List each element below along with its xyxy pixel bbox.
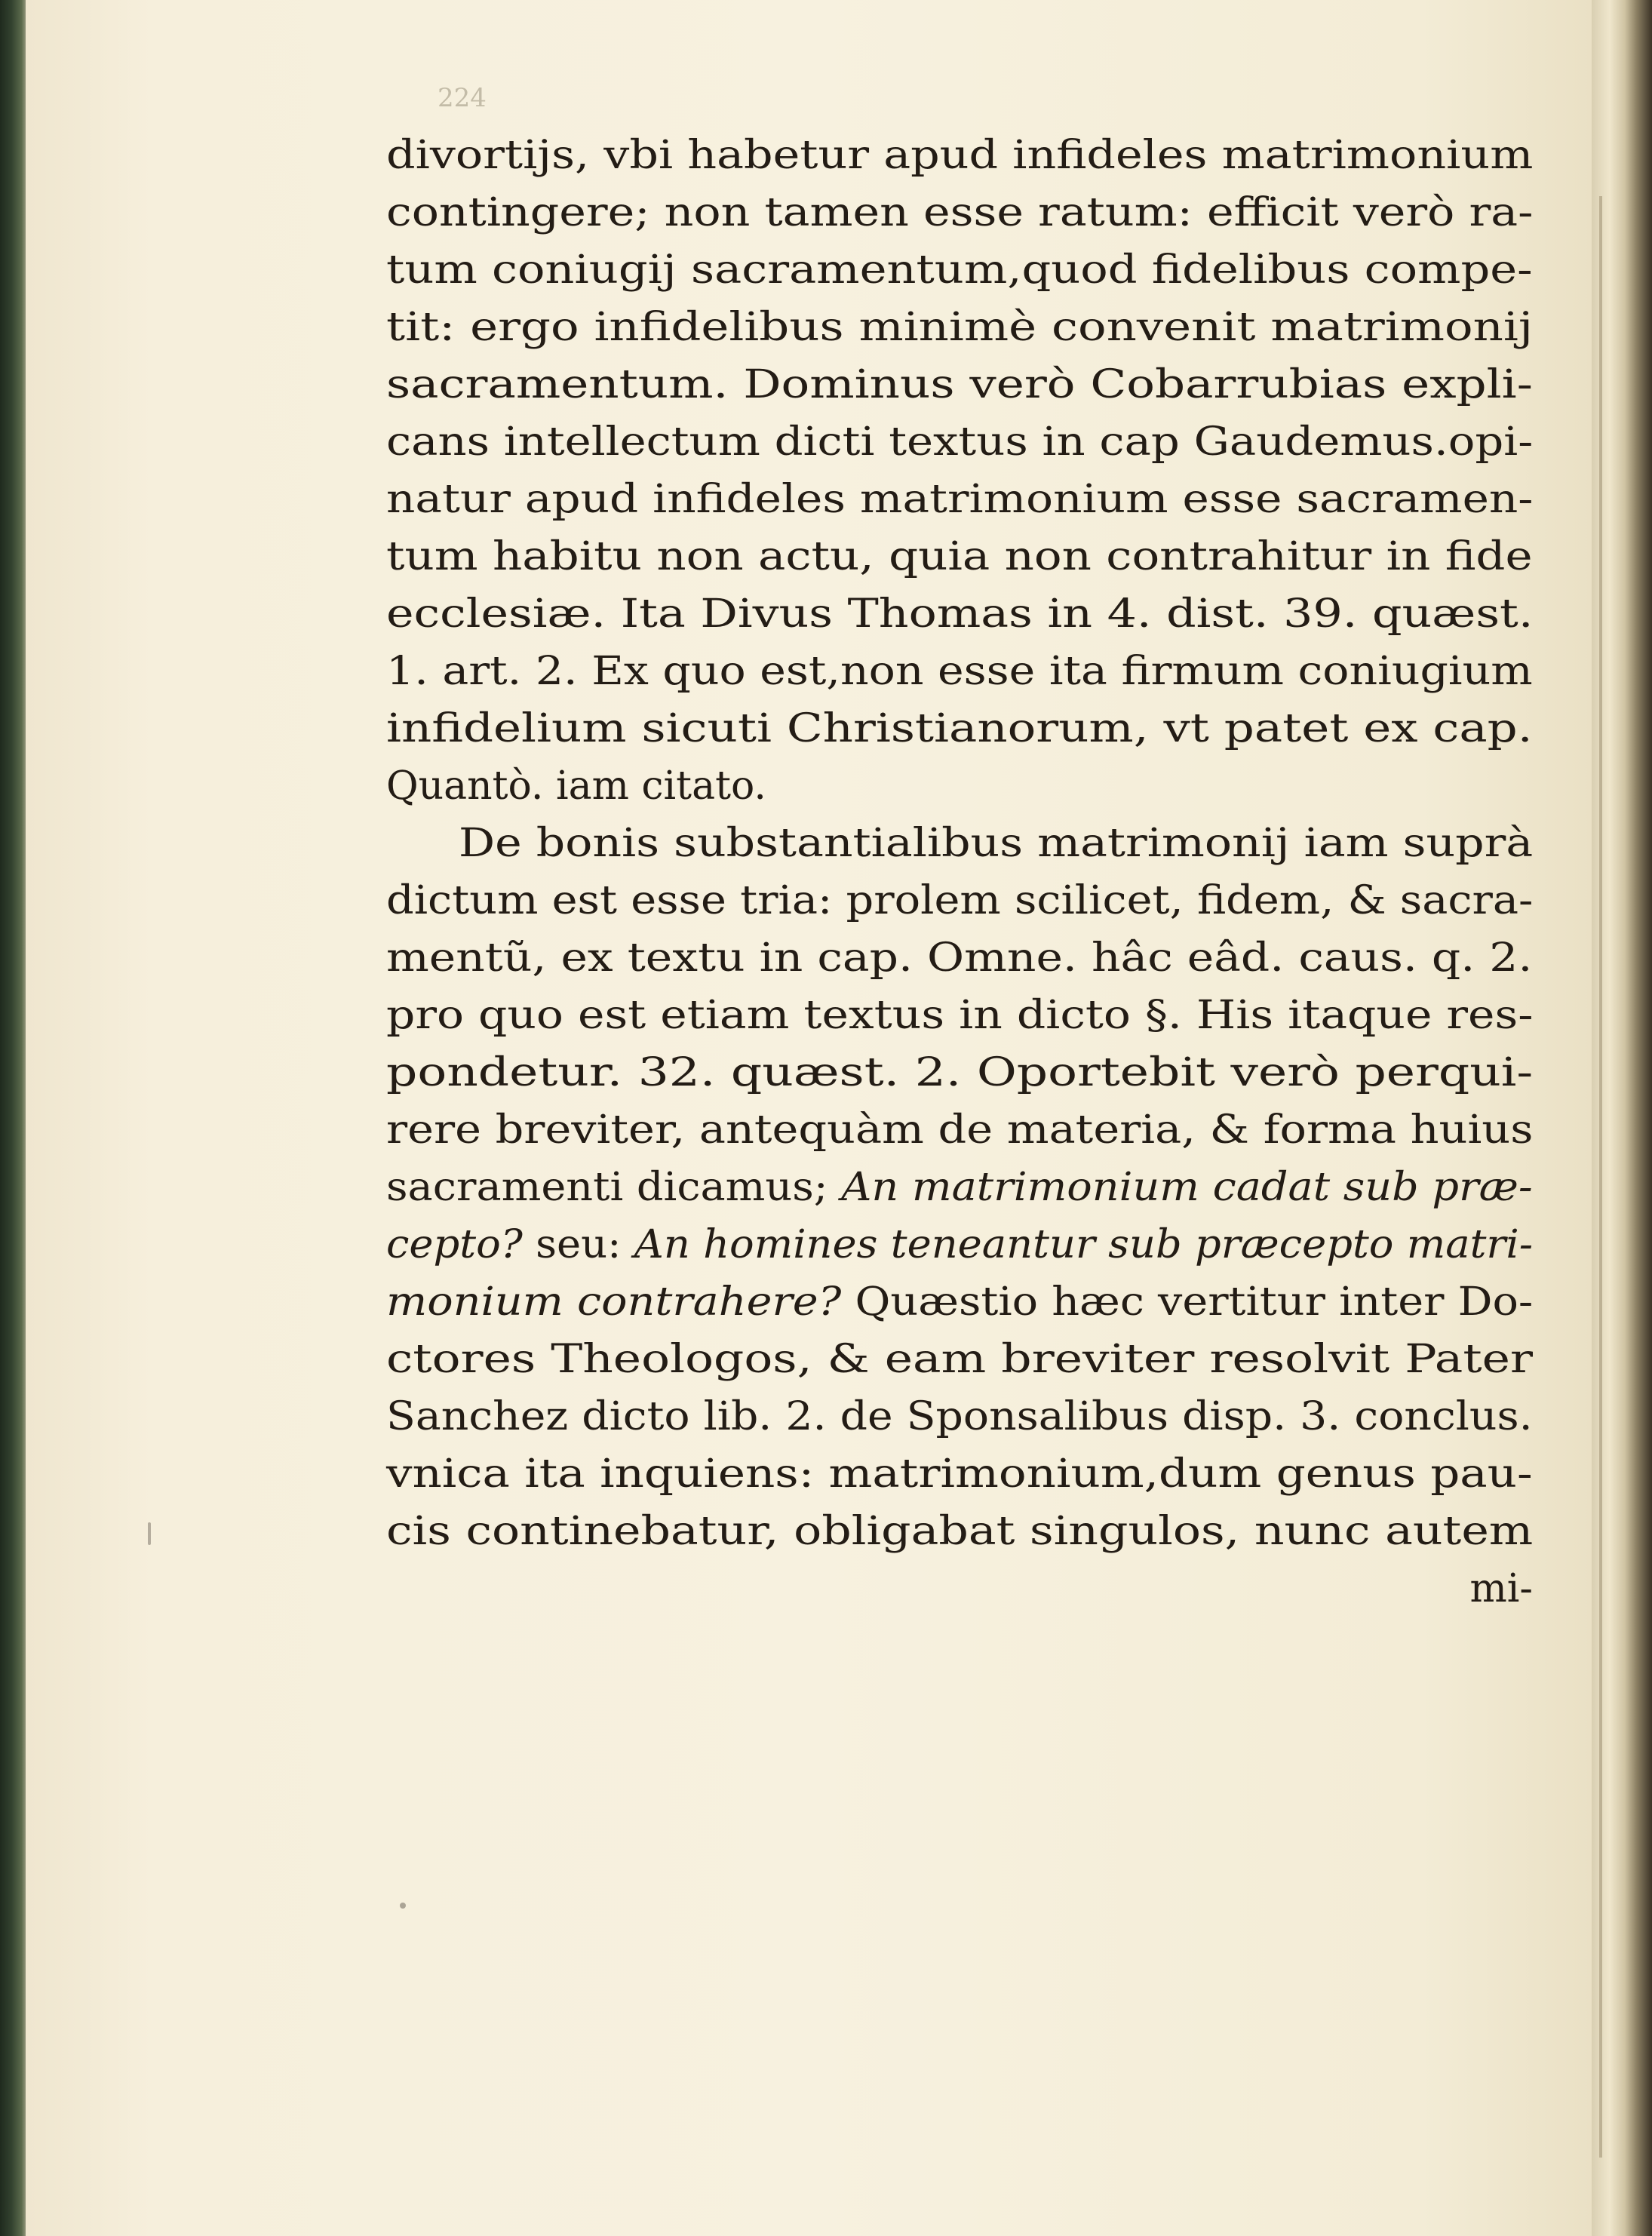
italic-text: An matrimonium cadat sub præ- (841, 1165, 1533, 1210)
catchword: mi- (1469, 1566, 1533, 1611)
roman-text: Quæstio hæc vertitur inter Do- (855, 1279, 1534, 1325)
text-line: tum coniugij sacramentum,quod fidelibus compe- (386, 247, 1533, 293)
roman-text: sacramenti dicamus; (386, 1165, 828, 1210)
text-line: pondetur. 32. quæst. 2. Oportebit verò perqui- (386, 1050, 1534, 1095)
text-line: natur apud infideles matrimonium esse sacramen- (386, 477, 1534, 522)
text-line-mixed (386, 1159, 1533, 1216)
text-line: cis continebatur, obligabat singulos, nunc autem (386, 1509, 1534, 1554)
text-line-mixed (386, 1216, 1533, 1273)
text-line: Quantò. iam citato. (386, 763, 766, 809)
text-line: contingere; non tamen esse ratum: efficit verò ra- (386, 190, 1534, 235)
roman-text: seu: (536, 1222, 622, 1267)
text-line: sacramentum. Dominus verò Cobarrubias expli- (386, 362, 1533, 407)
text-line: tum habitu non actu, quia non contrahitur in fide (386, 534, 1533, 579)
text-line: tit: ergo infidelibus minimè convenit matrimonij (386, 305, 1534, 350)
right-page-edge-gap (1599, 196, 1602, 2158)
text-line: rere breviter, antequàm de materia, & forma huius (386, 1107, 1534, 1153)
text-line-mixed (386, 1273, 1533, 1331)
text-line: Sanchez dicto lib. 2. de Sponsalibus disp. 3. conclus. (386, 1394, 1533, 1439)
left-binding-edge (0, 0, 29, 2236)
text-line: vnica ita inquiens: matrimonium,dum genus pau- (386, 1451, 1533, 1497)
ink-speck (400, 1903, 406, 1909)
text-line: ecclesiæ. Ita Divus Thomas in 4. dist. 39. quæst. (386, 591, 1534, 637)
text-line: divortijs, vbi habetur apud infideles matrimonium (386, 133, 1534, 178)
italic-text: cepto? (386, 1222, 523, 1267)
text-line: ctores Theologos, & eam breviter resolvit Pater (386, 1337, 1534, 1382)
text-line: cans intellectum dicti textus in cap Gaudemus.opi- (386, 419, 1534, 465)
page-number: 224 (438, 83, 487, 113)
body-text (386, 127, 1533, 1617)
text-line: infidelium sicuti Christianorum, vt patet ex cap. (386, 706, 1533, 751)
text-line: mentũ, ex textu in cap. Omne. hâc eâd. caus. q. 2. (386, 935, 1533, 981)
paragraph-start-line: De bonis substantialibus matrimonij iam suprà (459, 821, 1534, 866)
text-line: 1. art. 2. Ex quo est,non esse ita firmum coniugium (386, 649, 1533, 694)
italic-text: monium contrahere? (386, 1279, 842, 1325)
ink-speck (148, 1522, 151, 1545)
italic-text: An homines teneantur sub præcepto matri- (634, 1222, 1534, 1267)
text-line: dictum est esse tria: prolem scilicet, fidem, & sacra- (386, 878, 1534, 923)
text-line: pro quo est etiam textus in dicto §. His itaque res- (386, 993, 1534, 1038)
